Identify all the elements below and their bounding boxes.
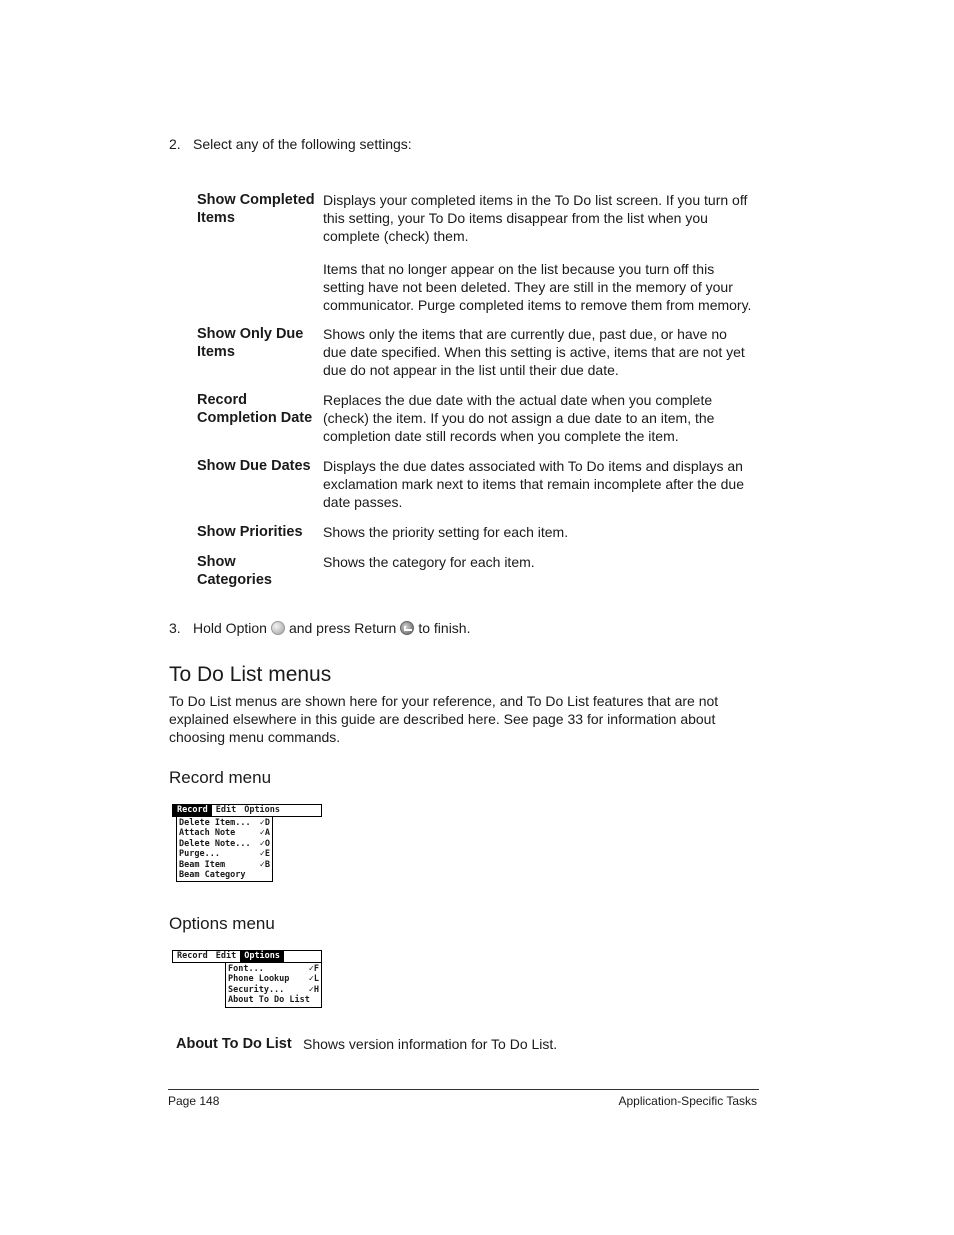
options-menu-screenshot	[172, 950, 322, 1008]
menu-bar-edit[interactable]: Edit	[215, 951, 237, 961]
term-show-completed-items: Show Completed Items	[197, 192, 315, 226]
term-about-to-do-list: About To Do List	[176, 1036, 292, 1052]
desc-show-only-due-items: Shows only the items that are currently due, past due, or have no due date specified. When this setting is active, items that are not yet due do not appear in the list until their due date.	[323, 326, 745, 378]
menu-item-purge[interactable]: Purge... ✓E	[179, 849, 270, 860]
menu-item-font[interactable]: Font... ✓F	[228, 964, 319, 974]
desc-show-priorities: Shows the priority setting for each item.	[323, 524, 569, 540]
term-show-due-dates: Show Due Dates	[197, 458, 311, 474]
step-number: 2.	[169, 136, 181, 152]
term-show-categories: Show Categories	[197, 554, 272, 588]
record-menu-screenshot	[172, 804, 322, 882]
desc-show-categories: Shows the category for each item.	[323, 554, 535, 570]
menu-bar	[172, 804, 322, 817]
footer-chapter: Application-Specific Tasks	[618, 1094, 757, 1108]
menu-item-delete-note[interactable]: Delete Note... ✓O	[179, 838, 270, 849]
footer-rule	[168, 1089, 759, 1090]
menu-bar-options[interactable]: Options	[240, 951, 284, 962]
menu-item-attach-note[interactable]: Attach Note ✓A	[179, 828, 270, 839]
desc-show-completed-items: Displays your completed items in the To Do list screen. If you turn off this setting, your To Do items disappear from the list when you complete (check) them.	[323, 192, 748, 244]
step-3	[169, 619, 470, 637]
section-intro: To Do List menus are shown here for your reference, and To Do List features that are not explained elsewhere in this guide are described here. See page 33 for information about choosing menu commands.	[169, 693, 719, 745]
menu-item-phone-lookup[interactable]: Phone Lookup ✓L	[228, 974, 319, 985]
menu-bar-edit[interactable]: Edit	[215, 805, 237, 815]
desc-record-completion-date: Replaces the due date with the actual date when you complete (check) the item. If you do not assign a due date to an item, the completion date still records when you complete the item.	[323, 392, 715, 444]
return-button-icon	[400, 621, 414, 635]
step-text: Select any of the following settings:	[193, 136, 412, 152]
step-2	[169, 135, 412, 153]
footer-page-number: Page 148	[168, 1094, 220, 1108]
step-text-after: to finish.	[418, 620, 471, 636]
menu-item-beam-category[interactable]: Beam Category	[179, 870, 246, 881]
menu-item-about-to-do-list[interactable]: About To Do List	[228, 995, 310, 1006]
menu-bar-options[interactable]: Options	[244, 805, 281, 815]
desc-show-completed-items-note: Items that no longer appear on the list because you turn off this setting have not been deleted. They are still in the memory of your communicator. Purge completed items to remove them from memory.	[323, 261, 752, 313]
section-title: To Do List menus	[169, 663, 332, 686]
term-show-only-due-items: Show Only Due Items	[197, 326, 304, 360]
options-menu-heading: Options menu	[169, 914, 275, 933]
desc-show-due-dates: Displays the due dates associated with To Do items and displays an exclamation mark next to items that remain incomplete after the due date passes.	[323, 458, 744, 510]
menu-item-security[interactable]: Security... ✓H	[228, 984, 319, 995]
step-text-before: Hold Option	[193, 620, 267, 636]
menu-bar	[172, 950, 322, 963]
record-menu-heading: Record menu	[169, 768, 272, 787]
term-show-priorities: Show Priorities	[197, 524, 303, 540]
step-text-middle: and press Return	[288, 620, 397, 636]
step-number: 3.	[169, 620, 181, 636]
options-menu-dropdown	[225, 963, 322, 1008]
desc-about-to-do-list: Shows version information for To Do List.	[303, 1036, 558, 1052]
menu-item-delete-item[interactable]: Delete Item... ✓D	[179, 818, 270, 828]
option-button-icon	[271, 621, 285, 635]
menu-item-beam-item[interactable]: Beam Item ✓B	[179, 859, 270, 870]
menu-bar-record[interactable]: Record	[173, 805, 212, 816]
record-menu-dropdown	[176, 817, 273, 882]
term-record-completion-date: Record Completion Date	[197, 392, 313, 426]
menu-bar-record[interactable]: Record	[177, 951, 208, 961]
